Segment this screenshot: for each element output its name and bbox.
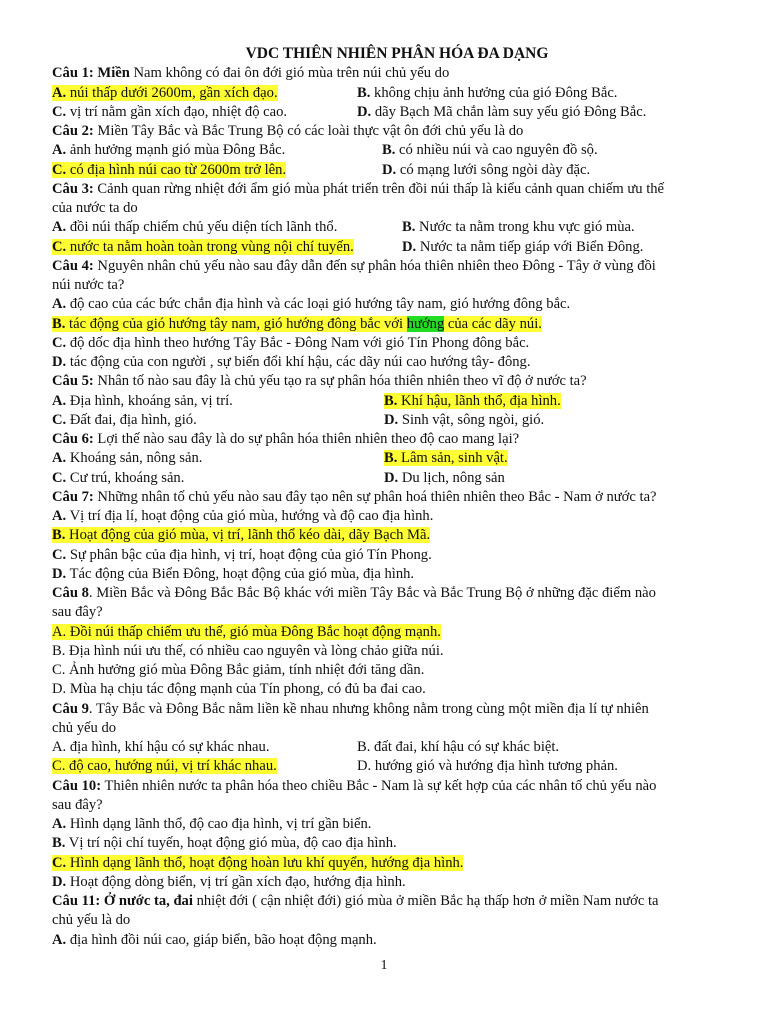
option: A. độ cao của các bức chắn địa hình và các loại gió hướng tây nam, gió hướng đông bắc. — [52, 296, 571, 313]
option: B. Địa hình núi ưu thế, có nhiều cao nguyên và lòng chảo giữa núi. — [52, 642, 444, 659]
question-label: Câu 1: — [52, 65, 94, 82]
answer-highlight: C. độ cao, hướng núi, vị trí khác nhau. — [52, 758, 277, 775]
option: D. tác động của con người , sự biến đổi khí hậu, các dãy núi cao hướng tây- đông. — [52, 354, 531, 370]
answer-highlight: C. Hình dạng lãnh thổ, hoạt động hoàn lưu khí quyển, hướng địa hình. — [52, 854, 464, 871]
option: C. Ảnh hưởng gió mùa Đông Bắc giảm, tính nhiệt đới tăng dần. — [52, 662, 425, 678]
question-10: Câu 10: Thiên nhiên nước ta phân hóa theo chiều Bắc - Nam là sự kết hợp của các nhân tố chủ yếu nào sau đây? — [52, 777, 657, 813]
question-4: Câu 4: Nguyên nhân chủ yếu nào sau đây dẫn đến sự phân hóa thiên nhiên theo Đông - Tây ở vùng đồi núi nước ta? — [52, 257, 656, 293]
question-stem-bold: Miền — [97, 65, 130, 82]
question-1 — [52, 64, 742, 83]
option: D. Hoạt động dòng biển, vị trí gần xích đạo, hướng địa hình. — [52, 873, 406, 890]
option-row: A. ảnh hưởng mạnh gió mùa Đông Bắc. B. có nhiều núi và cao nguyên đồ sộ. — [52, 142, 598, 159]
option-row: C. có địa hình núi cao từ 2600m trở lên. D. có mạng lưới sông ngòi dày đặc. — [52, 161, 591, 178]
answer-highlight: B. Hoạt động của gió mùa, vị trí, lãnh thổ kéo dài, dãy Bạch Mã. — [52, 527, 431, 544]
option: B. Vị trí nội chí tuyến, hoạt động gió mùa, độ cao địa hình. — [52, 835, 397, 852]
question-2: Câu 2: Miền Tây Bắc và Bắc Trung Bộ có các loài thực vật ôn đới chủ yếu là do — [52, 123, 524, 139]
option — [52, 315, 742, 334]
option-row: A. Khoáng sản, nông sản. B. Lâm sản, sinh vật. — [52, 450, 508, 467]
answer-highlight: B. Lâm sản, sinh vật. — [384, 450, 508, 467]
option: C. độ dốc địa hình theo hướng Tây Bắc - Đông Nam với gió Tín Phong đông bắc. — [52, 334, 530, 351]
question-5: Câu 5: Nhân tố nào sau đây là chủ yếu tạo ra sự phân hóa thiên nhiên theo vĩ độ ở nước ta? — [52, 373, 587, 390]
option: C. Sự phân bậc của địa hình, vị trí, hoạt động của gió Tín Phong. — [52, 546, 432, 563]
option-row: C. Đất đai, địa hình, gió. D. Sinh vật, sông ngòi, gió. — [52, 411, 545, 428]
answer-highlight: A. Đồi núi thấp chiếm ưu thế, gió mùa Đông Bắc hoạt động mạnh. — [52, 623, 441, 640]
option-row: A. địa hình, khí hậu có sự khác nhau. B. đất đai, khí hậu có sự khác biệt. — [52, 739, 560, 755]
option — [52, 526, 742, 545]
option: A. Vị trí địa lí, hoạt động của gió mùa, hướng và độ cao địa hình. — [52, 508, 434, 524]
option: A. địa hình đồi núi cao, giáp biển, bão hoạt động mạnh. — [52, 931, 377, 948]
option-text: không chịu ảnh hưởng của gió Đông Bắc. — [370, 84, 618, 101]
option-row: A. đồi núi thấp chiếm chủ yếu diện tích lãnh thổ. B. Nước ta nằm trong khu vực gió mùa. — [52, 219, 635, 236]
option-text: dãy Bạch Mã chắn làm suy yếu gió Đông Bắc. — [371, 103, 647, 120]
option-row: C. độ cao, hướng núi, vị trí khác nhau. D. hướng gió và hướng địa hình tương phản. — [52, 758, 618, 775]
answer-highlight: C. có địa hình núi cao từ 2600m trở lên. — [52, 161, 287, 178]
question-7: Câu 7: Những nhân tố chủ yếu nào sau đây tạo nên sự phân hoá thiên nhiên theo Bắc - Nam ở nước ta? — [52, 488, 657, 505]
question-9: Câu 9. Tây Bắc và Đông Bắc nằm liền kề nhau nhưng không nằm trong cùng một miền địa lí tự nhiên chủ yếu do — [52, 700, 649, 736]
green-highlight: hướng — [406, 315, 445, 332]
question-stem: Nam không có đai ôn đới gió mùa trên núi chủ yếu do — [129, 65, 450, 82]
question-8: Câu 8. Miền Bắc và Đông Bắc Bắc Bộ khác với miền Tây Bắc và Bắc Trung Bộ ở những đặc điểm nào sau đây? — [52, 585, 656, 621]
option-row: C. vị trí nằm gần xích đạo, nhiệt độ cao. D. dãy Bạch Mã chắn làm suy yếu gió Đông Bắc. — [52, 103, 647, 120]
question-11: Câu 11: Ở nước ta, đai nhiệt đới ( cận nhiệt đới) gió mùa ở miền Bắc hạ thấp hơn ở miền Nam nước ta chủ yếu là do — [52, 893, 659, 929]
document-page — [52, 44, 742, 950]
option: D. Mùa hạ chịu tác động mạnh của Tín phong, có đủ ba đai cao. — [52, 681, 426, 698]
option-row: C. Cư trú, khoáng sản. D. Du lịch, nông sản — [52, 469, 505, 486]
option: D. Tác động của Biển Đông, hoạt động của gió mùa, địa hình. — [52, 565, 415, 582]
page-number: 1 — [380, 958, 388, 973]
question-6: Câu 6: Lợi thế nào sau đây là do sự phân hóa thiên nhiên theo độ cao mang lại? — [52, 431, 520, 447]
question-stem: Miền Tây Bắc và Bắc Trung Bộ có các loài thực vật ôn đới chủ yếu là do — [93, 123, 524, 139]
option-text: núi thấp dưới 2600m, gần xích đạo. — [66, 84, 278, 101]
answer-highlight: B. tác động của gió hướng tây nam, gió hướng đông bắc với hướng của các dãy núi. — [52, 315, 542, 332]
option-row: A. Địa hình, khoáng sản, vị trí. B. Khí hậu, lãnh thổ, địa hình. — [52, 392, 561, 409]
document-title: VDC THIÊN NHIÊN PHÂN HÓA ĐA DẠNG — [245, 45, 549, 62]
answer-highlight: B. Khí hậu, lãnh thổ, địa hình. — [384, 392, 561, 409]
answer-highlight: A. núi thấp dưới 2600m, gần xích đạo. — [52, 84, 278, 101]
option-row: A. núi thấp dưới 2600m, gần xích đạo. B. không chịu ảnh hưởng của gió Đông Bắc. — [52, 84, 618, 101]
option — [52, 623, 742, 642]
option — [52, 854, 742, 873]
option-row: C. nước ta nằm hoàn toàn trong vùng nội chí tuyến. D. Nước ta nằm tiếp giáp với Biển Đông. — [52, 238, 644, 255]
option: A. Hình dạng lãnh thổ, độ cao địa hình, vị trí gần biển. — [52, 816, 372, 832]
question-3: Câu 3: Cảnh quan rừng nhiệt đới ẩm gió mùa phát triển trên đồi núi thấp là kiểu cảnh quan chiếm ưu thế của nước ta do — [52, 180, 665, 216]
answer-highlight: C. nước ta nằm hoàn toàn trong vùng nội chí tuyến. — [52, 238, 354, 255]
option-text: vị trí nằm gần xích đạo, nhiệt độ cao. — [66, 103, 288, 120]
